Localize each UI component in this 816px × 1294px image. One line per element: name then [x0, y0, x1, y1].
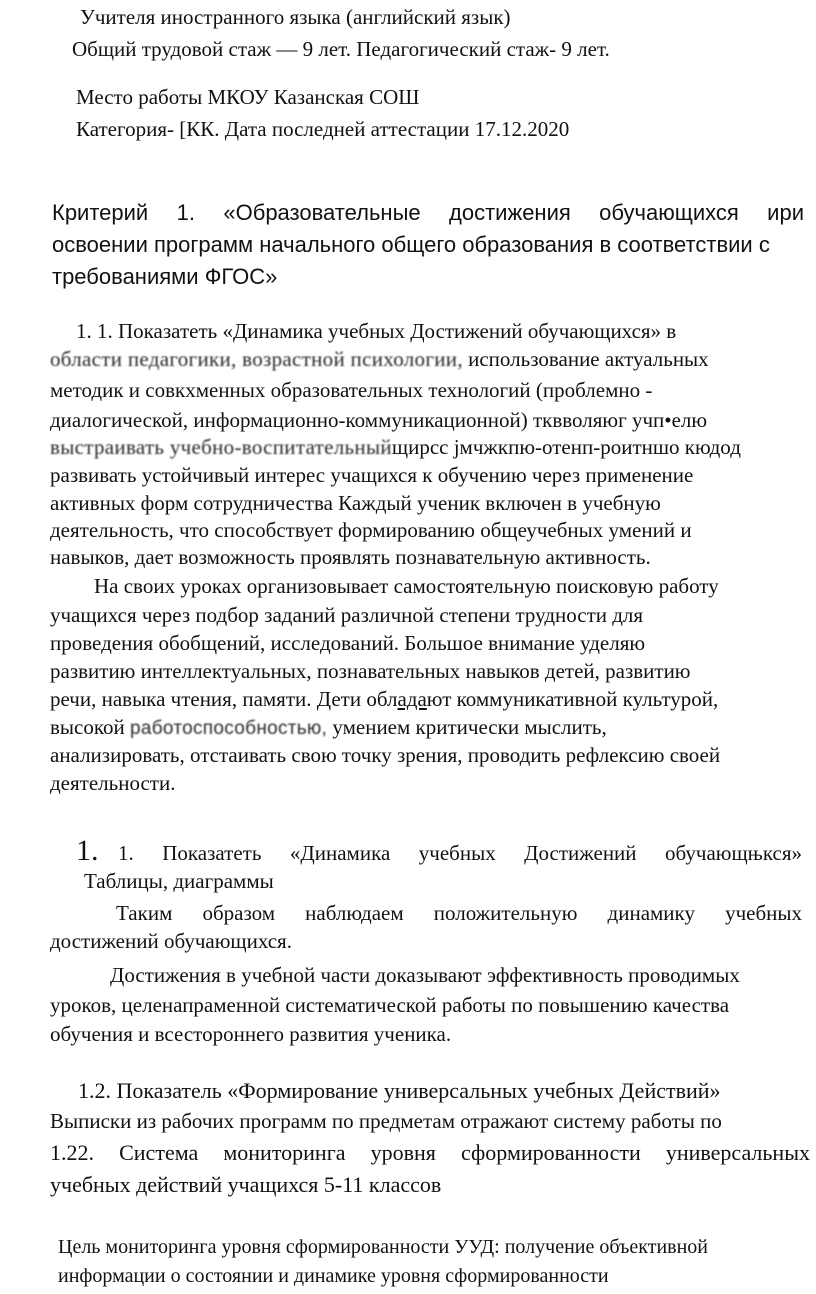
section1-line6: развивать устойчивый интерес учащихся к обучению через применение: [50, 463, 694, 487]
section2-p1-line1: Таким образом наблюдаем положительную динамику учебных: [116, 901, 802, 925]
section1-p2-line3: проведения обобщений, исследований. Большое внимание уделяю: [50, 631, 646, 655]
section2-p2-line2: уроков, целенапраменной систематической работы по повышению качества: [50, 993, 730, 1017]
text-segment: щирсс jмчжкпю-отенп-роитншо кюдод: [391, 435, 741, 459]
text-segment: умением критически мыслить,: [332, 715, 607, 739]
category-attestation: Категория- [КК. Дата последней аттестации 17.12.2020: [76, 117, 570, 141]
text-segment: использование актуальных: [468, 347, 709, 371]
section1-line2: [50, 346, 790, 372]
section1-line3: методик и совкхменных образовательных технологий (проблемно -: [50, 378, 653, 402]
section1-line8: деятельность, что способствует формированию общеучебных умений и: [50, 518, 692, 542]
section2-p2-line1: Достижения в учебной части доказывают эффективность проводимых: [110, 963, 740, 987]
teacher-position: Учителя иностранного языка (английский язык): [80, 5, 511, 29]
section2-subheading: Таблицы, диаграммы: [84, 869, 274, 893]
blurred-text: выстраивать учебно-воспитательный: [50, 435, 392, 459]
section1-line9: навыков, дает возможность проявлять познавательную активность.: [50, 545, 651, 569]
blurred-text: работоспособностью,: [129, 718, 328, 739]
section1-line7: активных форм сотрудничества Каждый ученик включен в учебную: [50, 491, 661, 515]
criterion-title-line3: требованиями ФГОС»: [52, 264, 278, 289]
text-segment: высокой: [50, 715, 125, 739]
section1-p2-line8: деятельности.: [50, 771, 176, 795]
section1-line5: [50, 434, 810, 460]
section1-p2-line6: [50, 714, 790, 742]
section1-p2-line2: учащихся через подбор заданий различной степени трудности для: [50, 603, 644, 627]
blurred-text: области педагогики, возрастной психологии,: [50, 347, 463, 371]
section2-p1-line2: достижений обучающихся.: [50, 929, 292, 953]
criterion-title-line2: освоении программ начального общего образования в соответствии с: [52, 232, 770, 257]
workplace: Место работы МКОУ Казанская СОШ: [76, 85, 420, 109]
underlined-text: ада: [397, 687, 427, 711]
section1-p2-line5: [50, 686, 810, 712]
section2-heading: 1. Показатеть «Динамика учебных Достижений обучающњкся»: [118, 841, 802, 865]
section1-p2-line7: анализировать, отстаивать свою точку зрения, проводить рефлексию своей: [50, 743, 721, 767]
text-segment: речи, навыка чтения, памяти. Дети обл: [50, 687, 398, 711]
criterion-title-line1: Критерий 1. «Образовательные достижения обучающихся ири: [52, 200, 804, 225]
section1-p2-line4: развитию интеллектуальных, познавательных навыков детей, развитию: [50, 659, 691, 683]
section1-line4: диалогической, информационно-коммуникационной) тквволяюг учп•елю: [50, 408, 708, 432]
section2-p2-line3: обучения и всестороннего развития ученика.: [50, 1022, 452, 1046]
work-experience: Общий трудовой стаж — 9 лет. Педагогический стаж- 9 лет.: [72, 37, 610, 61]
section4-line1: Цель мониторинга уровня сформированности УУД: получение объективной: [58, 1236, 708, 1258]
text-segment: ют коммуникативной культурой,: [426, 687, 719, 711]
section3-heading: 1.2. Показатель «Формирование универсальных учебных Действий»: [78, 1078, 721, 1103]
section1-p2-line1: На своих уроках организовывает самостоятельную поисковую работу: [94, 574, 719, 598]
section3-line2: Выписки из рабочих программ по предметам отражают систему работы по: [50, 1109, 722, 1133]
section3-line4: учебных действий учащихся 5-11 классов: [50, 1172, 442, 1197]
section3-line3: 1.22. Система мониторинга уровня сформированности универсальных: [50, 1140, 810, 1165]
section4-line2: информации о состоянии и динамике уровня сформированности: [58, 1265, 609, 1287]
section2-number: 1.: [76, 834, 99, 867]
section1-heading: 1. 1. Показатеть «Динамика учебных Достижений обучающихся» в: [76, 319, 677, 343]
